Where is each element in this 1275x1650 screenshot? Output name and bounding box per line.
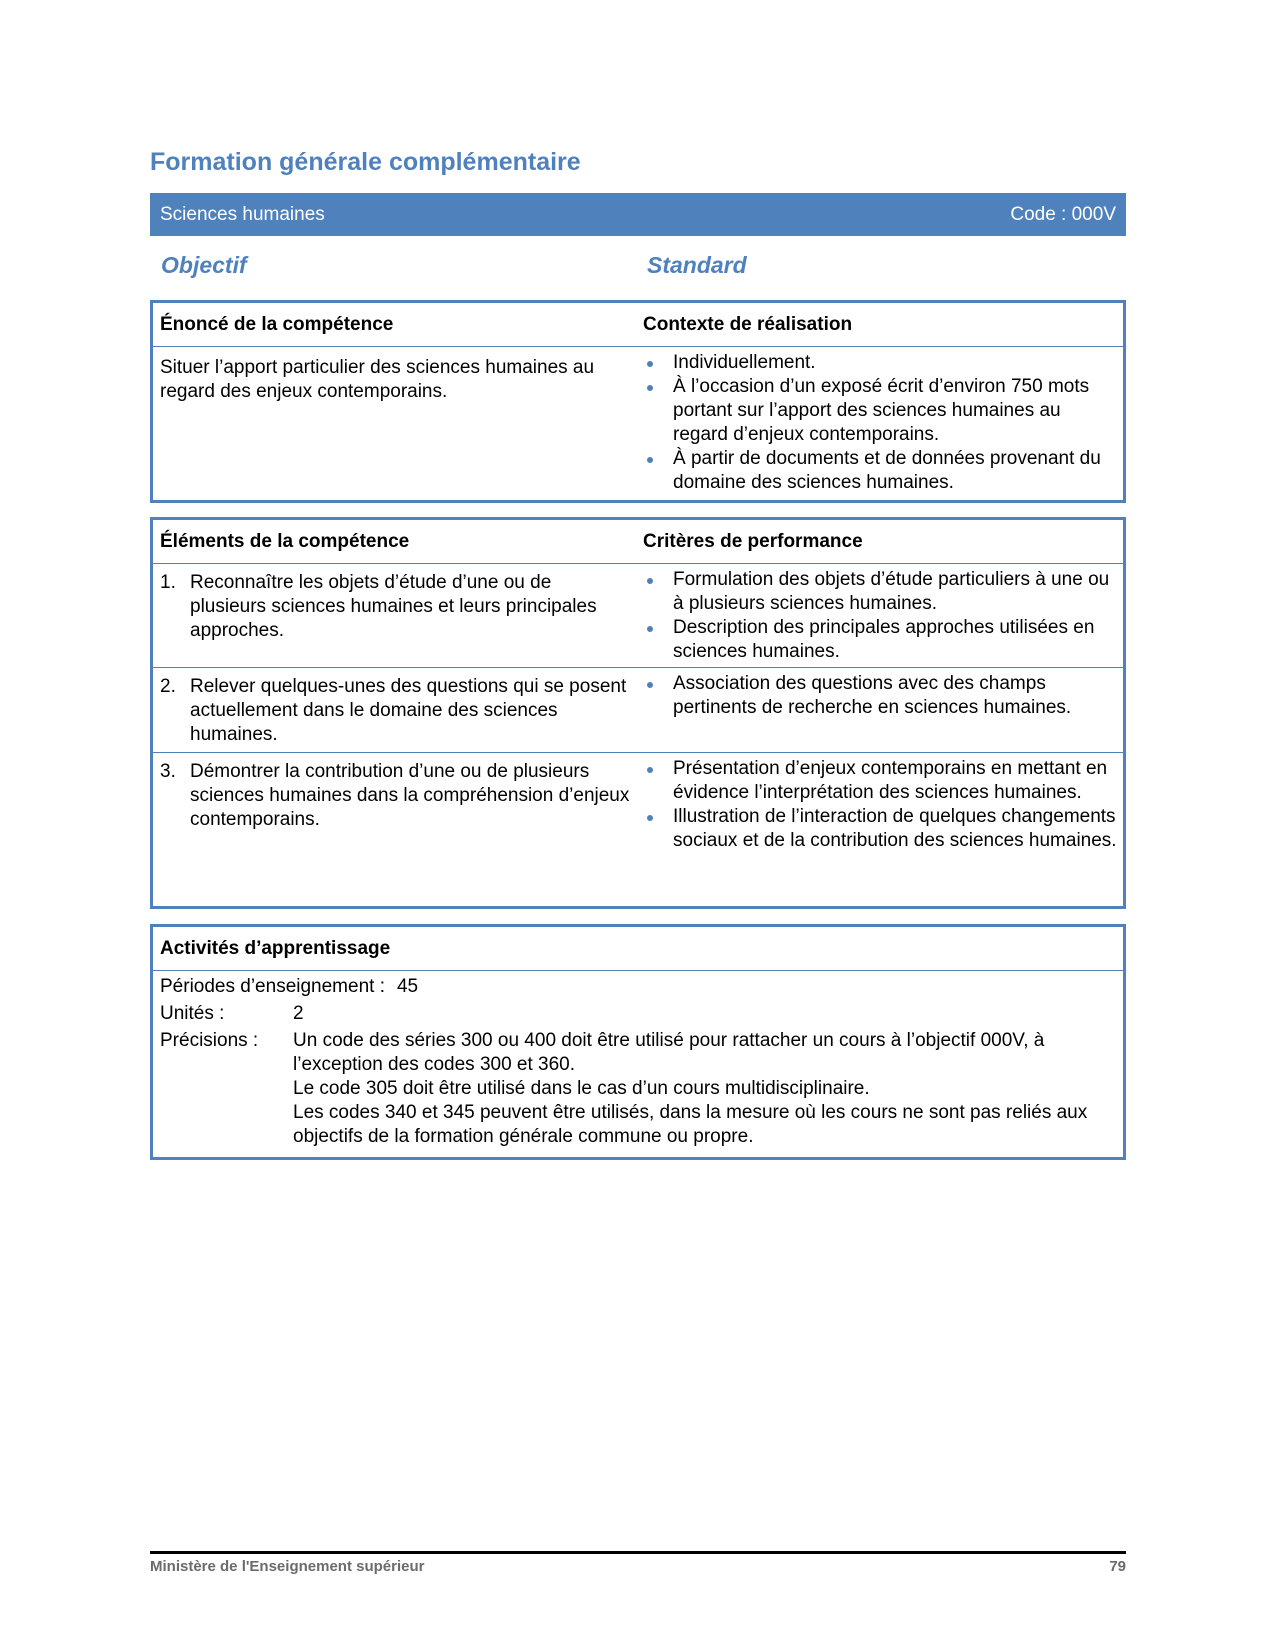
criteria-cell <box>637 564 1123 667</box>
subject-name: Sciences humaines <box>160 203 325 225</box>
subject-banner <box>150 193 1126 236</box>
element-number: 2. <box>160 676 176 697</box>
footer-divider <box>150 1551 1126 1554</box>
elements-table <box>150 517 1126 909</box>
page-footer <box>150 1558 1126 1575</box>
criteria-list <box>643 568 1117 664</box>
context-header: Contexte de réalisation <box>643 313 853 335</box>
periods-label: Périodes d’enseignement : <box>160 976 385 997</box>
context-item: À l’occasion d’un exposé écrit d’environ 750 mots portant sur l’apport des sciences humaines au regard d’enjeux contemporains. <box>643 375 1117 447</box>
bullet-icon <box>647 815 653 821</box>
competence-statement: Situer l’apport particulier des sciences humaines au regard des enjeux contemporains. <box>160 357 595 402</box>
bullet-icon <box>647 578 653 584</box>
element-row <box>153 668 1123 753</box>
competence-table-header <box>153 303 1123 347</box>
statement-header: Énoncé de la compétence <box>160 313 394 335</box>
element-row <box>153 564 1123 668</box>
criteria-item: Description des principales approches utilisées en sciences humaines. <box>643 616 1117 664</box>
periods-line <box>160 975 1116 999</box>
detail-paragraph: Le code 305 doit être utilisé dans le cas d’un cours multidisciplinaire. <box>293 1078 870 1099</box>
context-list <box>643 351 1117 495</box>
competence-table <box>150 300 1126 503</box>
competence-row <box>153 347 1123 499</box>
element-text: Reconnaître les objets d’étude d’une ou de plusieurs sciences humaines et leurs principales approches. <box>190 572 597 641</box>
activities-table <box>150 924 1126 1160</box>
units-label: Unités : <box>160 1003 225 1024</box>
bullet-icon <box>647 682 653 688</box>
periods-value: 45 <box>396 976 419 997</box>
criteria-item: Présentation d’enjeux contemporains en mettant en évidence l’interprétation des sciences humaines. <box>643 757 1117 805</box>
element-item <box>160 571 631 643</box>
criteria-list <box>643 757 1117 853</box>
units-value: 2 <box>293 1003 304 1024</box>
activities-title: Activités d’apprentissage <box>160 937 391 959</box>
element-text: Relever quelques-unes des questions qui se posent actuellement dans le domaine des sciences humaines. <box>190 676 627 745</box>
criteria-cell <box>637 753 1123 857</box>
bullet-icon <box>647 457 653 463</box>
criteria-item: Association des questions avec des champs pertinents de recherche en sciences humaines. <box>643 672 1117 720</box>
details-line <box>160 1029 1116 1149</box>
context-list-cell <box>637 347 1123 499</box>
bullet-icon <box>647 767 653 773</box>
activities-body <box>153 971 1123 1160</box>
elements-header: Éléments de la compétence <box>160 530 410 552</box>
standard-heading: Standard <box>647 252 747 278</box>
bullet-icon <box>647 385 653 391</box>
bullet-icon <box>647 626 653 632</box>
criteria-cell <box>637 668 1123 752</box>
details-label: Précisions : <box>160 1030 259 1051</box>
footer-publisher: Ministère de l'Enseignement supérieur <box>150 1558 425 1575</box>
page-title: Formation générale complémentaire <box>150 148 581 176</box>
detail-paragraph: Les codes 340 et 345 peuvent être utilisés, dans la mesure où les cours ne sont pas reliés aux objectifs de la formation générale commune ou propre. <box>293 1102 1088 1147</box>
element-number: 3. <box>160 761 176 782</box>
activities-header <box>153 927 1123 971</box>
page-number: 79 <box>1109 1558 1126 1575</box>
subject-code: Code : 000V <box>1010 203 1116 225</box>
element-item <box>160 760 631 832</box>
elements-table-header <box>153 520 1123 564</box>
element-item <box>160 675 631 747</box>
element-cell <box>153 753 637 857</box>
context-item: À partir de documents et de données provenant du domaine des sciences humaines. <box>643 447 1117 495</box>
element-cell <box>153 668 637 752</box>
details-text <box>293 1029 1116 1149</box>
criteria-item: Illustration de l’interaction de quelques changements sociaux et de la contribution des sciences humaines. <box>643 805 1117 853</box>
section-subheads <box>150 252 1126 282</box>
bullet-icon <box>647 361 653 367</box>
element-row <box>153 753 1123 857</box>
detail-paragraph: Un code des séries 300 ou 400 doit être utilisé pour rattacher un cours à l’objectif 000V, à l’exception des codes 300 et 360. <box>293 1030 1045 1075</box>
context-item: Individuellement. <box>643 351 1117 375</box>
criteria-header: Critères de performance <box>643 530 863 552</box>
element-cell <box>153 564 637 667</box>
criteria-item: Formulation des objets d’étude particuliers à une ou à plusieurs sciences humaines. <box>643 568 1117 616</box>
element-text: Démontrer la contribution d’une ou de plusieurs sciences humaines dans la compréhension d’enjeux contemporains. <box>190 761 630 830</box>
criteria-list <box>643 672 1117 720</box>
objectif-heading: Objectif <box>161 252 247 278</box>
element-number: 1. <box>160 572 176 593</box>
units-line <box>160 1002 1116 1026</box>
